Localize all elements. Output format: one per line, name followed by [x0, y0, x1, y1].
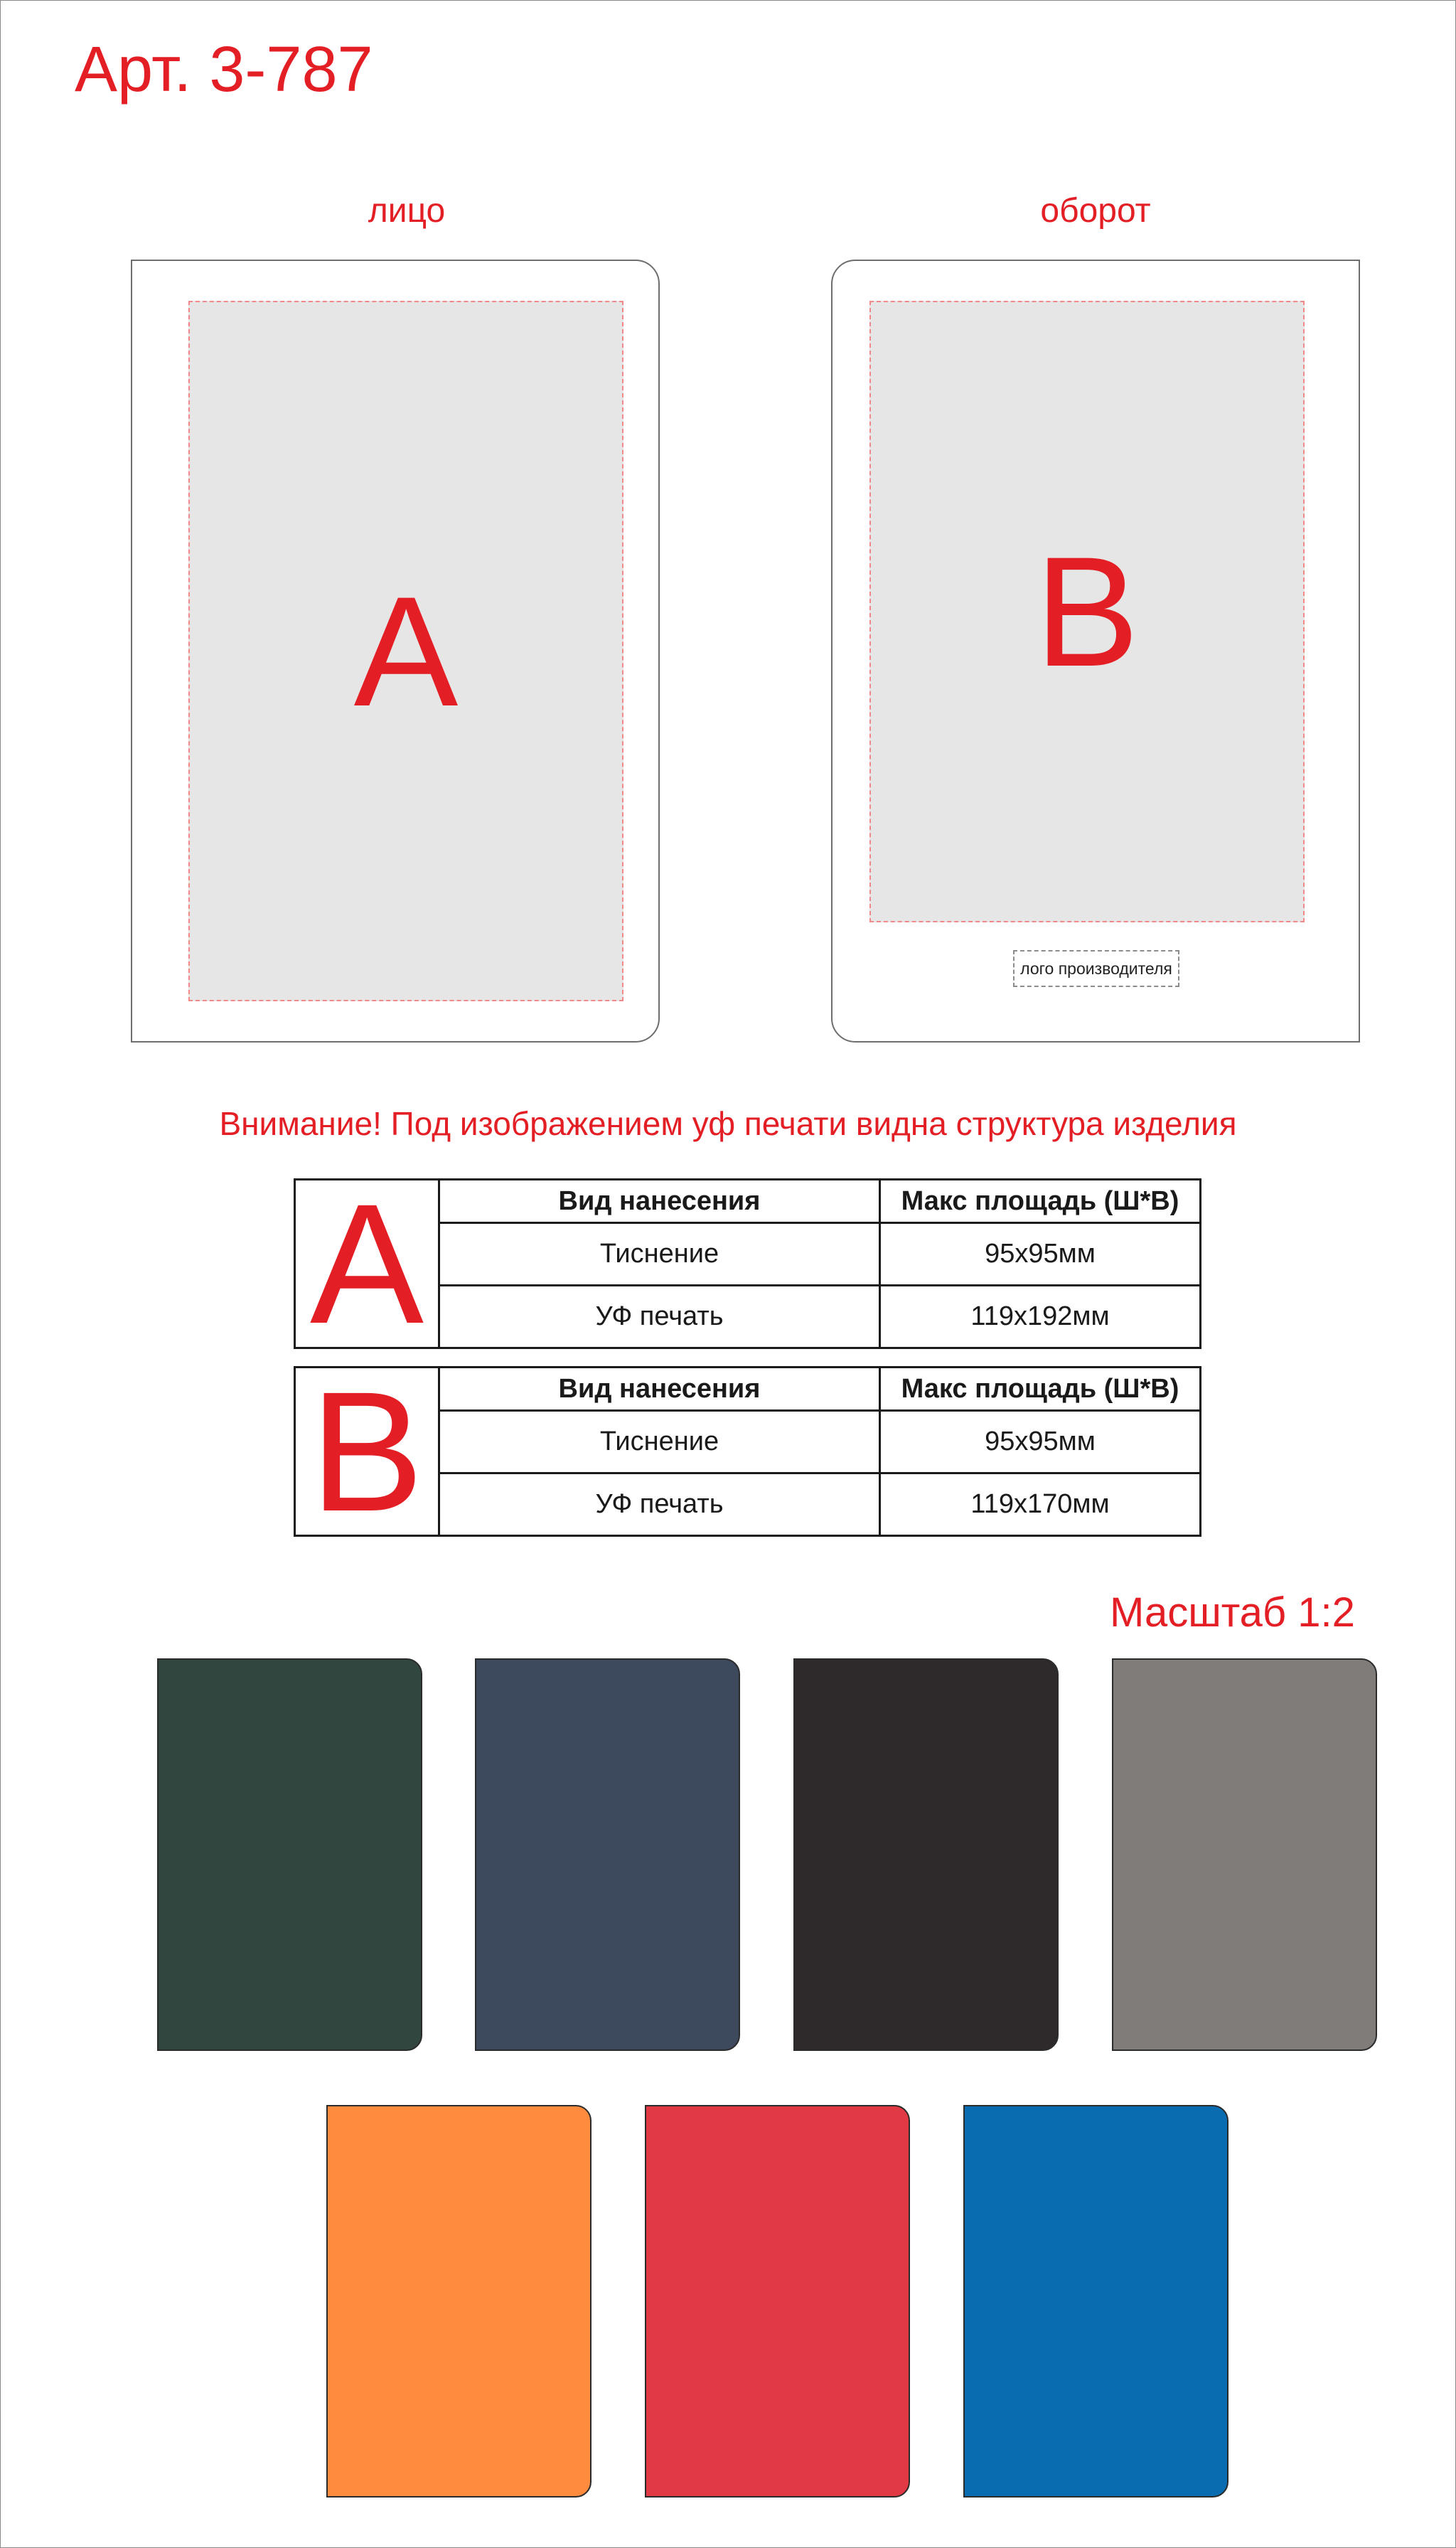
- table-row: [440, 1412, 1199, 1474]
- color-swatch: [326, 2105, 592, 2498]
- print-area-a: [188, 301, 623, 1001]
- table-cell-method: УФ печать: [440, 1474, 881, 1535]
- spec-table-a-zone-letter: A: [309, 1168, 424, 1359]
- table-cell-method: Тиснение: [440, 1224, 881, 1284]
- table-row: [440, 1286, 1199, 1347]
- table-cell-max-area: 95х95мм: [985, 1239, 1096, 1269]
- back-cover-outline: [831, 260, 1360, 1043]
- spec-table-b: [294, 1356, 1201, 1547]
- table-header-row: [440, 1180, 1199, 1224]
- color-swatch: [1112, 1658, 1377, 2051]
- color-swatch: [793, 1658, 1059, 2051]
- spec-table-a-zone: [296, 1168, 440, 1359]
- spec-table-a-rows: [440, 1180, 1199, 1347]
- back-view-label: оборот: [1040, 192, 1151, 230]
- table-header-row: [440, 1368, 1199, 1412]
- manufacturer-logo-area: лого производителя: [1013, 950, 1179, 987]
- column-header-method: Вид нанесения: [440, 1368, 881, 1409]
- table-row: [440, 1474, 1199, 1535]
- spec-table-b-rows: [440, 1368, 1199, 1535]
- spec-table-b-zone: [296, 1356, 440, 1547]
- article-title: Арт. 3-787: [75, 34, 373, 105]
- color-swatch: [475, 1658, 740, 2051]
- table-cell-max-area: 119х192мм: [970, 1301, 1110, 1331]
- uv-print-notice: Внимание! Под изображением уф печати видна структура изделия: [219, 1105, 1237, 1142]
- table-row: [440, 1224, 1199, 1286]
- print-area-b: [869, 301, 1305, 922]
- column-header-max-area: Макс площадь (Ш*В): [901, 1373, 1179, 1404]
- color-swatch: [157, 1658, 422, 2051]
- table-cell-method: Тиснение: [440, 1412, 881, 1472]
- column-header-method: Вид нанесения: [440, 1180, 881, 1222]
- table-cell-method: УФ печать: [440, 1286, 881, 1347]
- color-swatch: [645, 2105, 910, 2498]
- table-cell-max-area: 119х170мм: [970, 1489, 1110, 1519]
- spec-table-b-zone-letter: B: [309, 1356, 424, 1547]
- color-swatch: [963, 2105, 1228, 2498]
- zone-a-letter: A: [353, 563, 459, 739]
- front-view-label: лицо: [368, 192, 446, 230]
- spec-table-a: [294, 1168, 1201, 1359]
- table-cell-max-area: 95х95мм: [985, 1427, 1096, 1456]
- front-cover-outline: [131, 260, 660, 1043]
- zone-b-letter: B: [1034, 524, 1140, 699]
- scale-label: Масштаб 1:2: [1110, 1589, 1355, 1636]
- column-header-max-area: Макс площадь (Ш*В): [901, 1185, 1179, 1216]
